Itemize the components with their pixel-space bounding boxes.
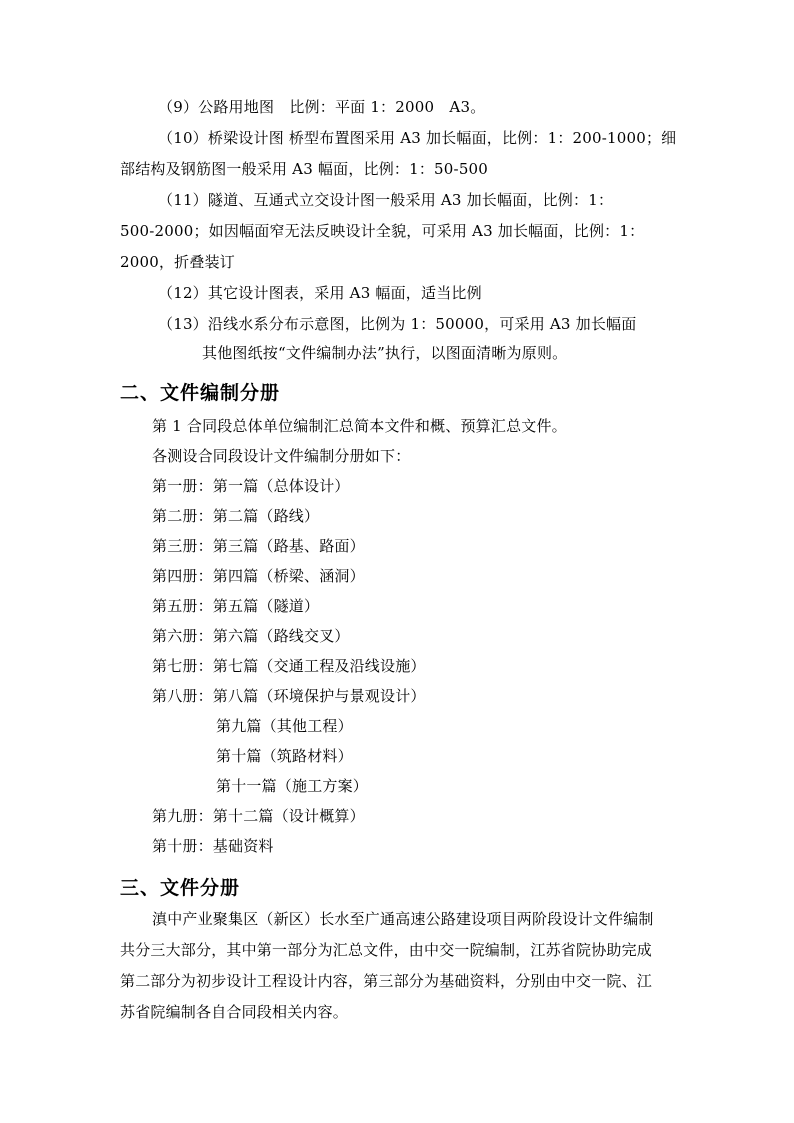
spec-item-13: （13）沿线水系分布示意图，比例为 1：50000，可采用 A3 加长幅面 (158, 315, 637, 333)
section3-paragraph-line: 共分三大部分，其中第一部分为汇总文件，由中交一院编制，江苏省院协助完成 (120, 941, 653, 959)
section2-heading: 二、文件编制分册 (120, 382, 281, 404)
section3-paragraph-line: 第二部分为初步设计工程设计内容，第三部分为基础资料，分别由中交一院、江 (120, 972, 653, 990)
volume-item: 第五册：第五篇（隧道） (152, 597, 320, 615)
volume-item: 第九篇（其他工程） (216, 717, 353, 735)
section2-intro-2: 各测设合同段设计文件编制分册如下： (152, 447, 411, 465)
volume-item: 第十篇（筑路材料） (216, 747, 353, 765)
spec-item-11-line2: 500-2000；如因幅面窄无法反映设计全貌，可采用 A3 加长幅面，比例：1： (120, 222, 645, 240)
spec-item-9: （9）公路用地图 比例：平面 1：2000 A3。 (158, 98, 486, 116)
section3-paragraph-line: 滇中产业聚集区（新区）长水至广通高速公路建设项目两阶段设计文件编制 (152, 910, 654, 928)
spec-other-note: 其他图纸按“文件编制办法”执行，以图面清晰为原则。 (202, 344, 568, 362)
spec-item-12: （12）其它设计图表，采用 A3 幅面，适当比例 (158, 284, 482, 302)
volume-item: 第十一篇（施工方案） (216, 777, 369, 795)
section3-paragraph-line: 苏省院编制各自合同段相关内容。 (120, 1003, 349, 1021)
volume-item: 第三册：第三篇（路基、路面） (152, 537, 365, 555)
volume-item: 第一册：第一篇（总体设计） (152, 477, 350, 495)
spec-item-10-line1: （10）桥梁设计图 桥型布置图采用 A3 加长幅面，比例：1：200-1000；细 (158, 129, 677, 147)
spec-item-11-line1: （11）隧道、互通式立交设计图一般采用 A3 加长幅面，比例：1： (158, 191, 614, 209)
volume-item: 第九册：第十二篇（设计概算） (152, 807, 365, 825)
volume-item: 第六册：第六篇（路线交叉） (152, 627, 350, 645)
volume-item: 第二册：第二篇（路线） (152, 507, 320, 525)
spec-item-11-line3: 2000，折叠装订 (120, 253, 235, 271)
volume-item: 第十册：基础资料 (152, 837, 274, 855)
spec-item-10-line2: 部结构及钢筋图一般采用 A3 幅面，比例：1：50-500 (120, 160, 489, 178)
section3-heading: 三、文件分册 (120, 877, 241, 899)
section2-intro-1: 第 1 合同段总体单位编制汇总简本文件和概、预算汇总文件。 (152, 417, 567, 435)
volume-item: 第七册：第七篇（交通工程及沿线设施） (152, 657, 426, 675)
volume-item: 第八册：第八篇（环境保护与景观设计） (152, 687, 426, 705)
volume-item: 第四册：第四篇（桥梁、涵洞） (152, 567, 365, 585)
